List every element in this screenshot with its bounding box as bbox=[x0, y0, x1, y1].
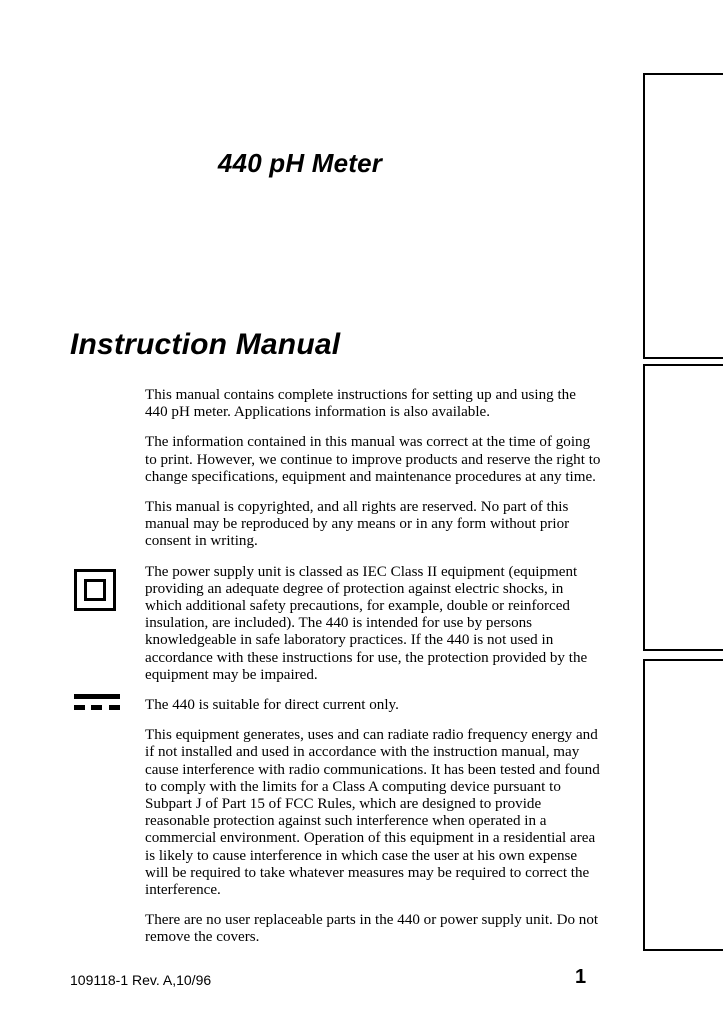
dc-solid-bar bbox=[74, 694, 120, 699]
paragraph: The power supply unit is classed as IEC Class II equipment (equipment providing an adequate degree of protection against electric shocks, in which additional safety precautions, for example, double or reinforced insulation, are included). The 440 is intended for use by persons knowledgeable in safe laboratory practices. If the 440 is not used in accordance with these instructions for use, the protection provided by the equipment may be impaired. bbox=[145, 563, 588, 683]
paragraph: This equipment generates, uses and can radiate radio frequency energy and if not installed and used in accordance with the instruction manual, may cause interference with radio communications. It has been tested and found to comply with the limits for a Class A computing device pursuant to Subpart J of Part 15 of FCC Rules, which are designed to provide reasonable protection against such interference when operated in a commercial environment. Operation of this equipment in a residential area is likely to cause interference in which case the user at his own expense will be required to take whatever measures may be required to correct the interference. bbox=[145, 727, 600, 899]
dc-dash-2 bbox=[91, 705, 102, 710]
document-subtitle: Instruction Manual bbox=[70, 328, 341, 361]
direct-current-symbol bbox=[74, 694, 120, 712]
paragraph: There are no user replaceable parts in the 440 or power supply unit. Do not remove the covers. bbox=[145, 912, 599, 946]
footer-page-number: 1 bbox=[575, 966, 587, 988]
paragraph: The 440 is suitable for direct current only. bbox=[145, 697, 399, 714]
margin-tab-marker-1 bbox=[643, 73, 723, 359]
margin-tab-marker-3 bbox=[643, 659, 723, 951]
paragraph: The information contained in this manual was correct at the time of going to print. However, we continue to improve products and reserve the right to change specifications, equipment and maintenance procedures at any time. bbox=[145, 434, 601, 485]
paragraph: This manual is copyrighted, and all rights are reserved. No part of this manual may be reproduced by any means or in any form without prior consent in writing. bbox=[145, 499, 570, 550]
iec-class-ii-symbol bbox=[74, 569, 116, 611]
paragraph: This manual contains complete instructions for setting up and using the 440 pH meter. Applications information is also available. bbox=[145, 387, 576, 421]
margin-tab-marker-2 bbox=[643, 364, 723, 651]
footer-part-number: 109118-1 Rev. A,10/96 bbox=[70, 972, 212, 988]
iec-class-ii-inner-square bbox=[84, 579, 106, 601]
dc-dash-1 bbox=[74, 705, 85, 710]
dc-dash-3 bbox=[109, 705, 120, 710]
body-text-column bbox=[145, 387, 601, 960]
document-title: 440 pH Meter bbox=[217, 148, 383, 178]
